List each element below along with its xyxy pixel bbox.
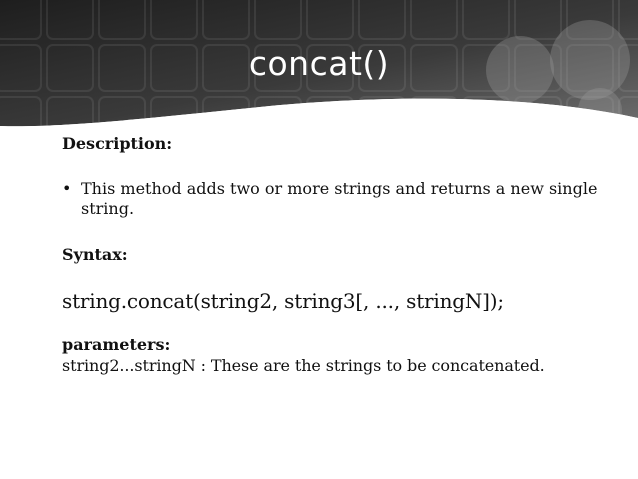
syntax-label: Syntax:	[62, 245, 128, 264]
slide-content	[62, 134, 622, 375]
description-text: This method adds two or more strings and returns a new single string.	[81, 179, 598, 218]
description-list	[62, 179, 622, 219]
slide-title: concat()	[248, 44, 390, 83]
parameters-label: parameters:	[62, 335, 171, 354]
description-label: Description:	[62, 134, 173, 153]
bullet-icon: •	[62, 179, 72, 198]
parameters-text: string2...stringN : These are the strings to be concatenated.	[62, 356, 545, 375]
syntax-code: string.concat(string2, string3[, ..., stringN]);	[62, 289, 504, 313]
description-bullet	[62, 179, 622, 219]
